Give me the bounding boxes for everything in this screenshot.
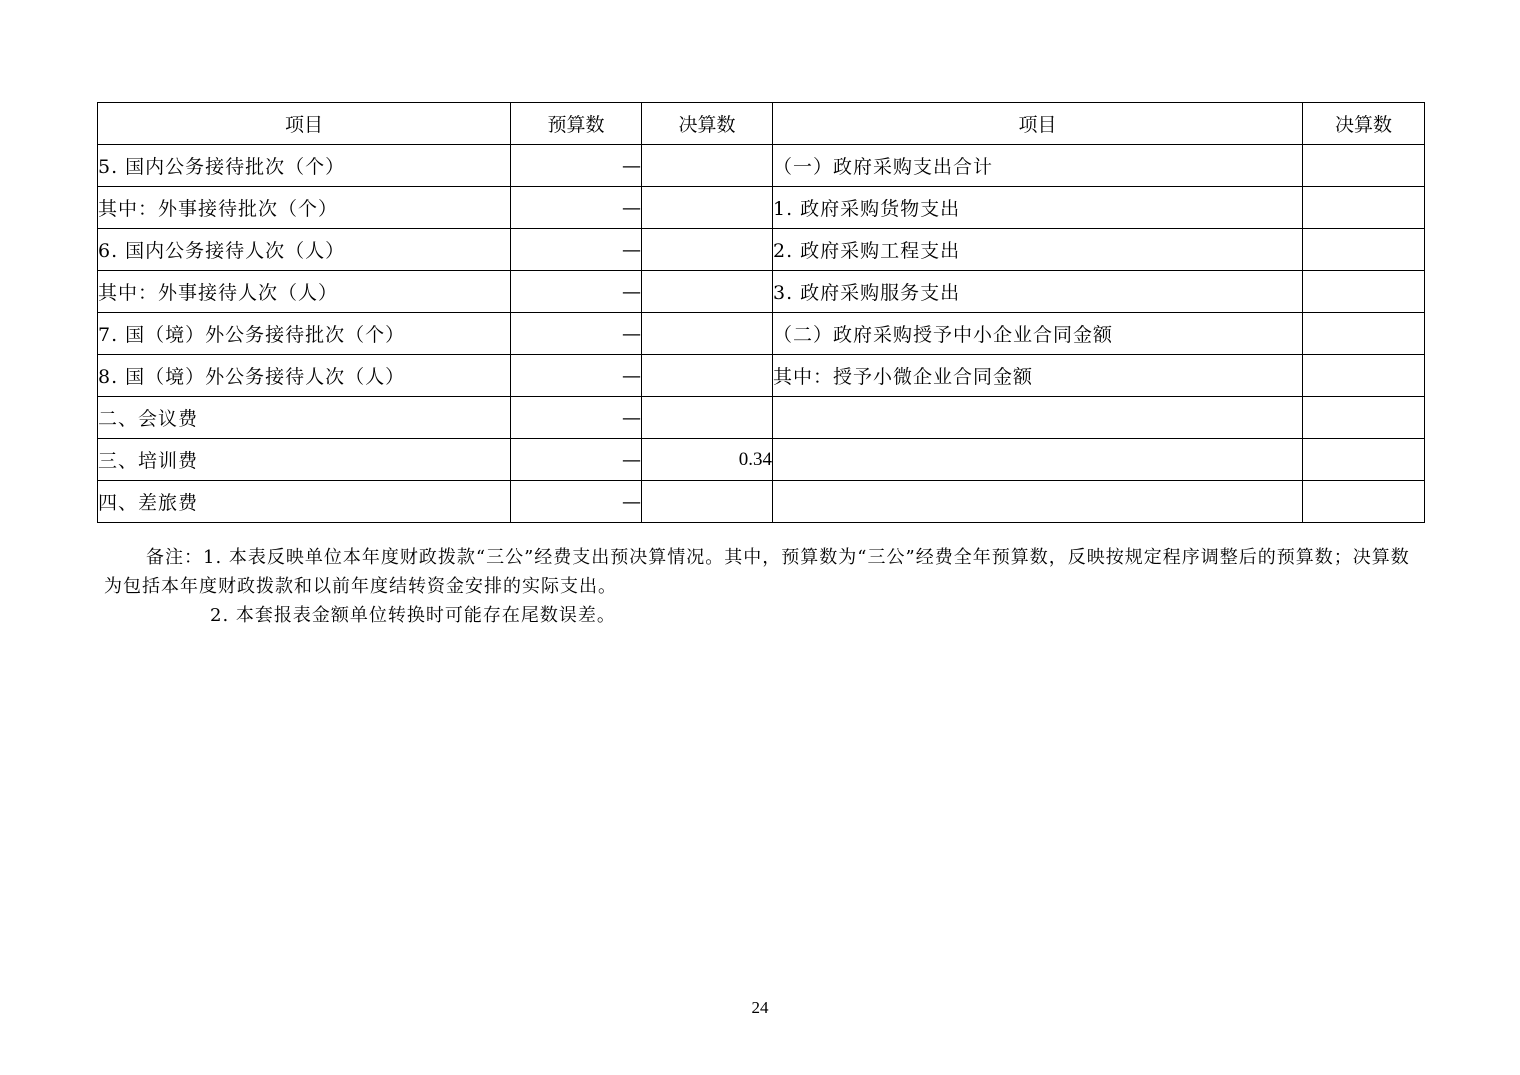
row-item-right: 2. 政府采购工程支出: [773, 229, 1303, 271]
header-budget: 预算数: [511, 103, 642, 145]
table-row: [98, 187, 1425, 229]
row-final-right: [1303, 313, 1425, 355]
row-final: [642, 145, 773, 187]
header-item-left: 项目: [98, 103, 511, 145]
note-line-1: 备注：1. 本表反映单位本年度财政拨款“三公”经费支出预决算情况。其中，预算数为“三公”经费全年预算数，反映按规定程序调整后的预算数；决算数为包括本年度财政拨款和以前年度结转资金安排的实际支出。: [104, 547, 1410, 597]
row-final: 0.34: [642, 439, 773, 481]
row-item-right: （二）政府采购授予中小企业合同金额: [773, 313, 1303, 355]
expense-table: [97, 102, 1425, 523]
table-row: [98, 439, 1425, 481]
table-row: [98, 481, 1425, 523]
row-item-left: 三、培训费: [98, 439, 511, 481]
row-budget: —: [511, 271, 642, 313]
row-item-left: 二、会议费: [98, 397, 511, 439]
row-item-left: 四、差旅费: [98, 481, 511, 523]
table-row: [98, 355, 1425, 397]
row-final-right: [1303, 145, 1425, 187]
row-budget: —: [511, 187, 642, 229]
row-item-left: 8. 国（境）外公务接待人次（人）: [98, 355, 511, 397]
row-item-right: 其中：授予小微企业合同金额: [773, 355, 1303, 397]
header-item-right: 项目: [773, 103, 1303, 145]
row-budget: —: [511, 313, 642, 355]
row-item-left: 6. 国内公务接待人次（人）: [98, 229, 511, 271]
row-item-left: 其中：外事接待批次（个）: [98, 187, 511, 229]
row-final: [642, 481, 773, 523]
row-item-left: 5. 国内公务接待批次（个）: [98, 145, 511, 187]
row-item-right: 1. 政府采购货物支出: [773, 187, 1303, 229]
row-budget: —: [511, 439, 642, 481]
row-budget: —: [511, 145, 642, 187]
row-item-right: （一）政府采购支出合计: [773, 145, 1303, 187]
header-final-right: 决算数: [1303, 103, 1425, 145]
row-item-right: [773, 481, 1303, 523]
note-line-2: 2. 本套报表金额单位转换时可能存在尾数误差。: [210, 605, 616, 626]
row-budget: —: [511, 355, 642, 397]
table-row: [98, 229, 1425, 271]
row-final: [642, 229, 773, 271]
table-row: [98, 397, 1425, 439]
table-header-row: [98, 103, 1425, 145]
table-notes: [104, 543, 1414, 630]
row-final-right: [1303, 271, 1425, 313]
header-final-left: 决算数: [642, 103, 773, 145]
row-final-right: [1303, 481, 1425, 523]
row-budget: —: [511, 397, 642, 439]
row-item-right: [773, 439, 1303, 481]
row-item-left: 其中：外事接待人次（人）: [98, 271, 511, 313]
row-final-right: [1303, 229, 1425, 271]
page-number: 24: [751, 998, 769, 1017]
row-budget: —: [511, 229, 642, 271]
table-row: [98, 313, 1425, 355]
row-final-right: [1303, 439, 1425, 481]
row-final: [642, 187, 773, 229]
row-final: [642, 271, 773, 313]
row-final-right: [1303, 397, 1425, 439]
row-budget: —: [511, 481, 642, 523]
row-final: [642, 355, 773, 397]
row-final-right: [1303, 187, 1425, 229]
table-row: [98, 271, 1425, 313]
row-final: [642, 313, 773, 355]
row-final: [642, 397, 773, 439]
table-row: [98, 145, 1425, 187]
row-item-right: 3. 政府采购服务支出: [773, 271, 1303, 313]
row-item-left: 7. 国（境）外公务接待批次（个）: [98, 313, 511, 355]
row-final-right: [1303, 355, 1425, 397]
row-item-right: [773, 397, 1303, 439]
